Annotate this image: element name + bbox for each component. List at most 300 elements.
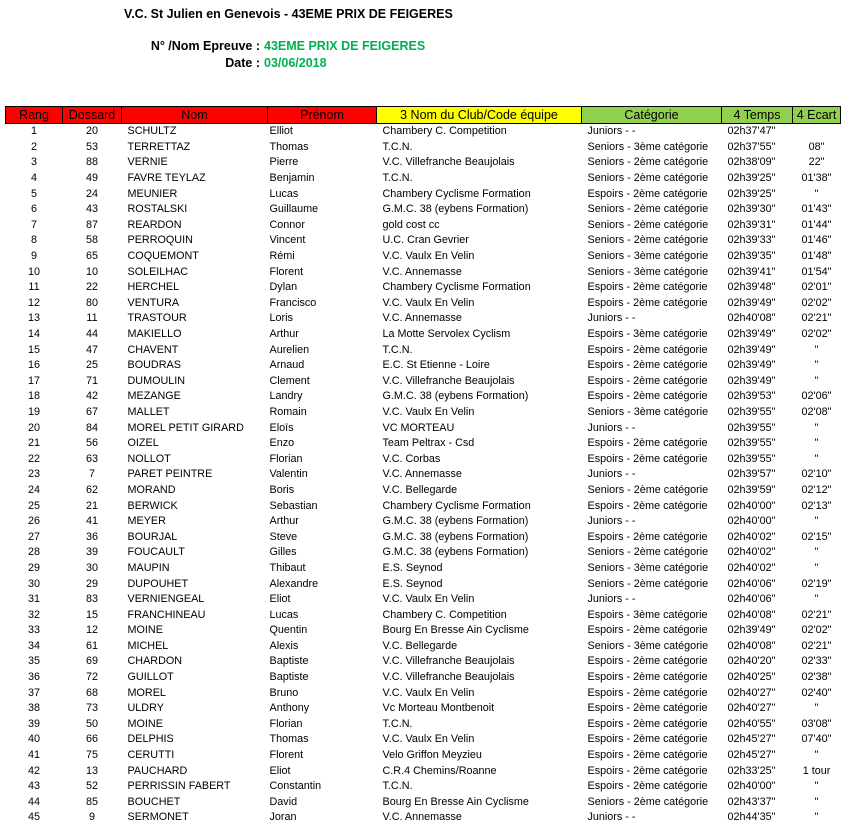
cell-dossard: 65 [85, 250, 98, 263]
cell-prenom: Florian [269, 717, 303, 730]
results-table [5, 106, 841, 826]
cell-nom: OIZEL [127, 437, 159, 450]
cell-prenom: Pierre [269, 156, 299, 169]
cell-rang: 30 [27, 577, 40, 590]
cell-temps: 02h40'02" [727, 546, 776, 559]
cell-categorie: Juniors - - [587, 312, 636, 325]
cell-categorie: Espoirs - 2ème catégorie [587, 655, 708, 668]
cell-prenom: Bruno [269, 686, 299, 699]
cell-nom: SCHULTZ [127, 125, 177, 138]
cell-temps: 02h39'35" [727, 250, 776, 263]
cell-prenom: Alexandre [269, 577, 319, 590]
cell-nom: MALLET [127, 405, 170, 418]
cell-dossard: 52 [85, 780, 98, 793]
cell-ecart: 01'38" [801, 172, 832, 185]
cell-club: G.M.C. 38 (eybens Formation) [382, 546, 529, 559]
cell-nom: REARDON [127, 218, 182, 231]
cell-nom: MOREL [127, 686, 166, 699]
cell-nom: SOLEILHAC [127, 265, 189, 278]
cell-nom: VENTURA [127, 296, 180, 309]
cell-nom: MOINE [127, 717, 163, 730]
cell-temps: 02h39'41" [727, 265, 776, 278]
cell-categorie: Seniors - 3ème catégorie [587, 250, 709, 263]
cell-prenom: Lucas [269, 187, 299, 200]
cell-club: G.M.C. 38 (eybens Formation) [382, 203, 529, 216]
cell-dossard: 63 [85, 452, 98, 465]
cell-temps: 02h40'08" [727, 608, 776, 621]
cell-nom: HERCHEL [127, 281, 180, 294]
cell-nom: DUPOUHET [127, 577, 189, 590]
cell-club: V.C. Bellegarde [382, 483, 458, 496]
cell-rang: 22 [27, 452, 40, 465]
table-row [6, 514, 841, 530]
cell-prenom: Baptiste [269, 671, 309, 684]
cell-ecart: 01'54" [801, 265, 832, 278]
cell-nom: FAVRE TEYLAZ [127, 172, 206, 185]
cell-temps: 02h39'49" [727, 374, 776, 387]
col-header-dossard: Dossard [63, 107, 122, 124]
cell-nom: TERRETTAZ [127, 140, 191, 153]
table-row [6, 311, 841, 327]
cell-dossard: 71 [85, 374, 98, 387]
cell-categorie: Seniors - 3ème catégorie [587, 140, 709, 153]
cell-rang: 21 [27, 437, 40, 450]
cell-temps: 02h39'49" [727, 359, 776, 372]
table-row [6, 467, 841, 483]
cell-dossard: 75 [85, 749, 98, 762]
cell-nom: TRASTOUR [127, 312, 187, 325]
cell-temps: 02h40'00" [727, 499, 776, 512]
cell-rang: 44 [27, 795, 40, 808]
table-row [6, 280, 841, 296]
cell-rang: 19 [27, 405, 40, 418]
table-row [6, 576, 841, 592]
cell-nom: SERMONET [127, 811, 189, 824]
date-value: 03/06/2018 [264, 56, 327, 70]
cell-rang: 39 [27, 717, 40, 730]
cell-categorie: Espoirs - 2ème catégorie [587, 187, 708, 200]
cell-prenom: Clement [269, 374, 310, 387]
cell-rang: 38 [27, 702, 40, 715]
cell-categorie: Espoirs - 2ème catégorie [587, 686, 708, 699]
cell-categorie: Espoirs - 2ème catégorie [587, 343, 708, 356]
cell-ecart: 02'21" [801, 312, 832, 325]
cell-ecart: 02'02" [801, 624, 832, 637]
cell-club: VC MORTEAU [382, 421, 455, 434]
cell-rang: 35 [27, 655, 40, 668]
cell-temps: 02h40'25" [727, 671, 776, 684]
table-row [6, 748, 841, 764]
cell-categorie: Espoirs - 2ème catégorie [587, 624, 708, 637]
cell-categorie: Espoirs - 2ème catégorie [587, 452, 708, 465]
cell-rang: 41 [27, 749, 40, 762]
cell-ecart: 02'21" [801, 639, 832, 652]
cell-rang: 34 [27, 639, 40, 652]
cell-dossard: 87 [85, 218, 98, 231]
cell-nom: CHARDON [127, 655, 183, 668]
cell-temps: 02h39'55" [727, 452, 776, 465]
cell-dossard: 66 [85, 733, 98, 746]
cell-nom: PAUCHARD [127, 764, 188, 777]
cell-temps: 02h45'27" [727, 749, 776, 762]
table-row [6, 685, 841, 701]
cell-prenom: Arthur [269, 515, 299, 528]
cell-ecart: " [814, 749, 819, 762]
cell-prenom: Eloïs [269, 421, 294, 434]
cell-rang: 3 [30, 156, 37, 169]
table-row [6, 623, 841, 639]
cell-club: Team Peltrax - Csd [382, 437, 475, 450]
cell-dossard: 49 [85, 172, 98, 185]
cell-rang: 9 [30, 250, 37, 263]
cell-nom: MEYER [127, 515, 166, 528]
cell-club: G.M.C. 38 (eybens Formation) [382, 530, 529, 543]
cell-dossard: 9 [88, 811, 95, 824]
cell-rang: 4 [30, 172, 37, 185]
page-title: V.C. St Julien en Genevois - 43EME PRIX DE FEIGERES [124, 7, 453, 21]
cell-dossard: 68 [85, 686, 98, 699]
cell-club: Bourg En Bresse Ain Cyclisme [382, 795, 529, 808]
cell-club: Chambery C. Competition [382, 125, 507, 138]
cell-ecart: 22" [808, 156, 825, 169]
cell-dossard: 10 [85, 265, 98, 278]
table-row [6, 296, 841, 312]
cell-club: V.C. Annemasse [382, 468, 462, 481]
cell-categorie: Espoirs - 2ème catégorie [587, 359, 708, 372]
cell-temps: 02h40'02" [727, 561, 776, 574]
cell-categorie: Seniors - 2ème catégorie [587, 234, 709, 247]
cell-ecart: 08" [808, 140, 825, 153]
cell-rang: 43 [27, 780, 40, 793]
cell-ecart [793, 124, 841, 140]
cell-dossard: 43 [85, 203, 98, 216]
cell-club: Vc Morteau Montbenoit [382, 702, 495, 715]
cell-dossard: 36 [85, 530, 98, 543]
cell-temps: 02h40'08" [727, 639, 776, 652]
cell-prenom: Arnaud [269, 359, 305, 372]
epreuve-value: 43EME PRIX DE FEIGERES [264, 39, 426, 53]
cell-rang: 18 [27, 390, 40, 403]
cell-club: T.C.N. [382, 780, 413, 793]
cell-prenom: Connor [269, 218, 305, 231]
cell-dossard: 67 [85, 405, 98, 418]
cell-ecart: " [814, 780, 819, 793]
cell-club: V.C. Vaulx En Velin [382, 686, 475, 699]
cell-ecart: 07'40" [801, 733, 832, 746]
cell-categorie: Espoirs - 2ème catégorie [587, 374, 708, 387]
cell-nom: CERUTTI [127, 749, 175, 762]
cell-ecart: 02'19" [801, 577, 832, 590]
cell-nom: MAUPIN [127, 561, 170, 574]
cell-club: Chambery Cyclisme Formation [382, 499, 531, 512]
cell-ecart: " [814, 421, 819, 434]
cell-temps: 02h39'59" [727, 483, 776, 496]
cell-temps: 02h39'25" [727, 187, 776, 200]
cell-club: V.C. Vaulx En Velin [382, 250, 475, 263]
cell-dossard: 30 [85, 561, 98, 574]
cell-rang: 8 [30, 234, 37, 247]
cell-categorie: Juniors - - [587, 515, 636, 528]
cell-rang: 29 [27, 561, 40, 574]
cell-prenom: Gilles [269, 546, 297, 559]
cell-club: V.C. Annemasse [382, 811, 462, 824]
cell-categorie: Seniors - 3ème catégorie [587, 561, 709, 574]
cell-ecart: 02'02" [801, 328, 832, 341]
cell-ecart: 01'43" [801, 203, 832, 216]
cell-categorie: Seniors - 2ème catégorie [587, 483, 709, 496]
cell-ecart: " [814, 593, 819, 606]
cell-ecart: 02'21" [801, 608, 832, 621]
cell-temps: 02h39'33" [727, 234, 776, 247]
cell-ecart: 03'08" [801, 717, 832, 730]
table-row [6, 545, 841, 561]
col-header-ecart: 4 Ecart [793, 107, 841, 124]
cell-prenom: Florent [269, 749, 304, 762]
cell-prenom: Romain [269, 405, 307, 418]
cell-prenom: Landry [269, 390, 303, 403]
cell-temps: 02h37'47" [727, 125, 776, 138]
cell-ecart: 02'08" [801, 405, 832, 418]
table-row [6, 420, 841, 436]
cell-ecart: " [814, 561, 819, 574]
cell-categorie: Espoirs - 3ème catégorie [587, 608, 708, 621]
cell-nom: DELPHIS [127, 733, 174, 746]
table-row [6, 639, 841, 655]
cell-temps: 02h40'00" [727, 780, 776, 793]
cell-rang: 10 [27, 265, 40, 278]
cell-nom: PERRISSIN FABERT [127, 780, 231, 793]
cell-prenom: Steve [269, 530, 298, 543]
date-label: Date : [225, 56, 260, 70]
table-row [6, 342, 841, 358]
cell-prenom: Arthur [269, 328, 299, 341]
cell-prenom: Quentin [269, 624, 308, 637]
cell-nom: FRANCHINEAU [127, 608, 206, 621]
cell-ecart: " [814, 343, 819, 356]
table-row [6, 483, 841, 499]
cell-rang: 45 [27, 811, 40, 824]
table-row [6, 451, 841, 467]
cell-temps: 02h39'25" [727, 172, 776, 185]
cell-rang: 36 [27, 671, 40, 684]
cell-club: V.C. Villefranche Beaujolais [382, 671, 515, 684]
cell-nom: BOURJAL [127, 530, 178, 543]
cell-temps: 02h37'55" [727, 140, 776, 153]
cell-club: T.C.N. [382, 140, 413, 153]
cell-categorie: Espoirs - 2ème catégorie [587, 499, 708, 512]
cell-categorie: Seniors - 2ème catégorie [587, 172, 709, 185]
table-row [6, 763, 841, 779]
cell-categorie: Espoirs - 2ème catégorie [587, 671, 708, 684]
cell-dossard: 69 [85, 655, 98, 668]
cell-temps: 02h39'31" [727, 218, 776, 231]
cell-temps: 02h38'09" [727, 156, 776, 169]
cell-nom: PARET PEINTRE [127, 468, 213, 481]
cell-ecart: 02'13" [801, 499, 832, 512]
epreuve-label: N° /Nom Epreuve : [150, 39, 260, 53]
table-row [6, 498, 841, 514]
cell-prenom: Florent [269, 265, 304, 278]
cell-categorie: Seniors - 3ème catégorie [587, 265, 709, 278]
results-body [6, 124, 841, 826]
cell-club: V.C. Villefranche Beaujolais [382, 374, 515, 387]
table-row [6, 717, 841, 733]
cell-dossard: 73 [85, 702, 98, 715]
cell-rang: 17 [27, 374, 40, 387]
cell-nom: VERNIE [127, 156, 168, 169]
cell-ecart: " [814, 187, 819, 200]
cell-club: E.C. St Etienne - Loire [382, 359, 490, 372]
cell-temps: 02h39'55" [727, 421, 776, 434]
col-header-temps: 4 Temps [722, 107, 793, 124]
cell-nom: ULDRY [127, 702, 164, 715]
table-row [6, 795, 841, 811]
cell-nom: VERNIENGEAL [127, 593, 205, 606]
table-row [6, 732, 841, 748]
cell-temps: 02h39'55" [727, 437, 776, 450]
cell-categorie: Espoirs - 2ème catégorie [587, 780, 708, 793]
cell-dossard: 53 [85, 140, 98, 153]
cell-prenom: Thibaut [269, 561, 306, 574]
cell-temps: 02h39'49" [727, 343, 776, 356]
cell-ecart: 02'15" [801, 530, 832, 543]
cell-nom: ROSTALSKI [127, 203, 188, 216]
table-row [6, 374, 841, 390]
cell-dossard: 61 [85, 639, 98, 652]
cell-nom: MORAND [127, 483, 176, 496]
cell-categorie: Espoirs - 2ème catégorie [587, 296, 708, 309]
table-row [6, 436, 841, 452]
cell-club: Bourg En Bresse Ain Cyclisme [382, 624, 529, 637]
header-row [6, 107, 841, 124]
cell-club: T.C.N. [382, 717, 413, 730]
cell-temps: 02h39'57" [727, 468, 776, 481]
cell-ecart: 02'38" [801, 671, 832, 684]
cell-dossard: 50 [85, 717, 98, 730]
cell-prenom: Alexis [269, 639, 299, 652]
cell-categorie: Espoirs - 2ème catégorie [587, 437, 708, 450]
cell-prenom: Boris [269, 483, 295, 496]
cell-club: V.C. Villefranche Beaujolais [382, 156, 515, 169]
cell-prenom: Loris [269, 312, 293, 325]
cell-club: V.C. Bellegarde [382, 639, 458, 652]
cell-temps: 02h40'27" [727, 686, 776, 699]
table-row [6, 249, 841, 265]
cell-nom: NOLLOT [127, 452, 171, 465]
table-row [6, 779, 841, 795]
cell-rang: 33 [27, 624, 40, 637]
cell-dossard: 85 [85, 795, 98, 808]
cell-club: T.C.N. [382, 343, 413, 356]
cell-categorie: Espoirs - 3ème catégorie [587, 328, 708, 341]
cell-temps: 02h40'06" [727, 577, 776, 590]
cell-categorie: Espoirs - 2ème catégorie [587, 733, 708, 746]
cell-dossard: 15 [85, 608, 98, 621]
cell-nom: COQUEMONT [127, 250, 199, 263]
cell-prenom: Elliot [269, 125, 293, 138]
table-row [6, 405, 841, 421]
cell-club: E.S. Seynod [382, 577, 443, 590]
table-row [6, 358, 841, 374]
cell-categorie: Juniors - - [587, 593, 636, 606]
table-row [6, 701, 841, 717]
cell-ecart: 02'06" [801, 390, 832, 403]
cell-temps: 02h40'27" [727, 702, 776, 715]
cell-prenom: Thomas [269, 140, 309, 153]
cell-temps: 02h40'06" [727, 593, 776, 606]
cell-club: Chambery Cyclisme Formation [382, 281, 531, 294]
cell-categorie: Seniors - 2ème catégorie [587, 546, 709, 559]
cell-nom: DUMOULIN [127, 374, 186, 387]
cell-temps: 02h40'08" [727, 312, 776, 325]
cell-rang: 40 [27, 733, 40, 746]
table-row [6, 670, 841, 686]
cell-club: Chambery C. Competition [382, 608, 507, 621]
col-header-club: 3 Nom du Club/Code équipe [377, 107, 582, 124]
cell-ecart: " [814, 374, 819, 387]
cell-categorie: Seniors - 2ème catégorie [587, 577, 709, 590]
table-row [6, 124, 841, 140]
cell-prenom: Constantin [269, 780, 322, 793]
cell-rang: 14 [27, 328, 40, 341]
cell-nom: CHAVENT [127, 343, 179, 356]
cell-nom: FOUCAULT [127, 546, 185, 559]
cell-dossard: 83 [85, 593, 98, 606]
cell-rang: 37 [27, 686, 40, 699]
cell-categorie: Juniors - - [587, 421, 636, 434]
cell-prenom: Eliot [269, 764, 291, 777]
cell-dossard: 62 [85, 483, 98, 496]
cell-nom: MEUNIER [127, 187, 178, 200]
cell-nom: BOUDRAS [127, 359, 181, 372]
cell-club: V.C. Corbas [382, 452, 441, 465]
cell-rang: 16 [27, 359, 40, 372]
cell-prenom: Rémi [269, 250, 295, 263]
table-row [6, 140, 841, 156]
cell-prenom: Francisco [269, 296, 317, 309]
cell-dossard: 84 [85, 421, 98, 434]
cell-club: V.C. Vaulx En Velin [382, 296, 475, 309]
cell-rang: 28 [27, 546, 40, 559]
col-header-nom: Nom [122, 107, 268, 124]
cell-rang: 13 [27, 312, 40, 325]
cell-club: V.C. Annemasse [382, 312, 462, 325]
cell-ecart: 1 tour [802, 764, 831, 777]
cell-club: T.C.N. [382, 172, 413, 185]
cell-dossard: 39 [85, 546, 98, 559]
cell-ecart: " [814, 437, 819, 450]
table-row [6, 171, 841, 187]
table-row [6, 186, 841, 202]
cell-rang: 24 [27, 483, 40, 496]
cell-dossard: 25 [85, 359, 98, 372]
cell-dossard: 29 [85, 577, 98, 590]
cell-prenom: Aurelien [269, 343, 310, 356]
cell-rang: 42 [27, 764, 40, 777]
cell-ecart: " [814, 795, 819, 808]
cell-dossard: 47 [85, 343, 98, 356]
table-row [6, 218, 841, 234]
cell-ecart: " [814, 811, 819, 824]
table-row [6, 607, 841, 623]
cell-categorie: Juniors - - [587, 811, 636, 824]
cell-rang: 23 [27, 468, 40, 481]
cell-temps: 02h40'20" [727, 655, 776, 668]
cell-dossard: 42 [85, 390, 98, 403]
cell-rang: 20 [27, 421, 40, 434]
cell-nom: MICHEL [127, 639, 169, 652]
cell-club: V.C. Villefranche Beaujolais [382, 655, 515, 668]
